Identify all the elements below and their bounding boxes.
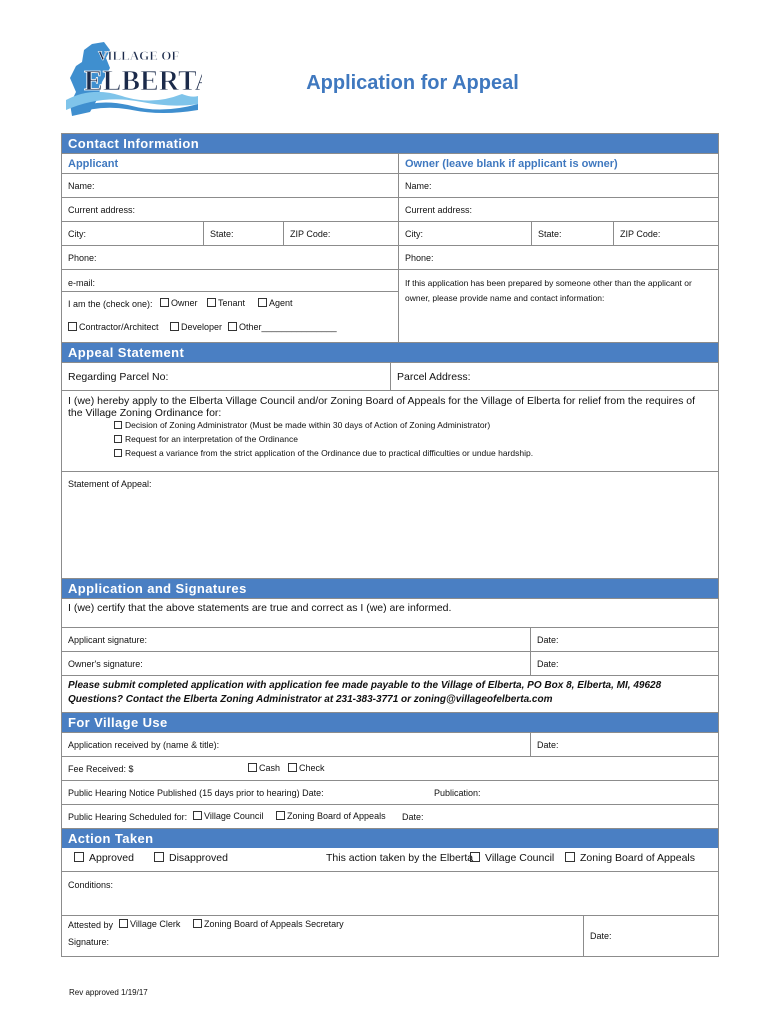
attested-by-label: Attested by (68, 920, 114, 930)
section-village-use-heading: For Village Use (62, 712, 718, 732)
fee-cash-option[interactable]: Cash (248, 763, 280, 773)
role-tenant-option[interactable]: Tenant (207, 298, 245, 308)
clerk-checkbox[interactable] (119, 919, 128, 928)
applicant-phone-field[interactable]: Phone: (68, 252, 97, 263)
owner-signature-field[interactable]: Owner's signature: (68, 658, 143, 669)
questions-contact: Questions? Contact the Elberta Zoning Administrator at 231-383-3771 or zoning@villageofelberta.com (68, 694, 553, 705)
action-taken-by-label: This action taken by the Elberta (326, 852, 474, 864)
owner-city-field[interactable]: City: (398, 222, 531, 245)
attested-clerk-option[interactable]: Village Clerk (119, 919, 180, 929)
disapproved-option[interactable]: Disapproved (154, 852, 228, 864)
approved-option[interactable]: Approved (74, 852, 134, 864)
statement-of-appeal-field[interactable]: Statement of Appeal: (68, 479, 152, 489)
tenant-checkbox[interactable] (207, 298, 216, 307)
logo-top-text: VILLAGE OF (98, 48, 180, 63)
received-by-field[interactable]: Application received by (name & title): (68, 739, 220, 750)
hearing-zba-checkbox[interactable] (276, 811, 285, 820)
hearing-scheduled-label: Public Hearing Scheduled for: (68, 812, 188, 822)
applicant-signature-date-field[interactable]: Date: (530, 628, 718, 651)
check-checkbox[interactable] (288, 763, 297, 772)
owner-signature-date-field[interactable]: Date: (530, 652, 718, 675)
section-contact-heading: Contact Information (62, 133, 718, 153)
parcel-number-field[interactable]: Regarding Parcel No: (68, 370, 169, 383)
role-contractor-option[interactable]: Contractor/Architect (68, 322, 159, 332)
owner-phone-field[interactable]: Phone: (398, 246, 718, 269)
attested-signature-field[interactable]: Signature: (68, 937, 110, 947)
appeal-intro-text: I (we) hereby apply to the Elberta Village Council and/or Zoning Board of Appeals for the Village of Elberta for relief from the requires of the Village Zoning Ordinance for: (68, 395, 696, 419)
zba-secretary-checkbox[interactable] (193, 919, 202, 928)
cash-checkbox[interactable] (248, 763, 257, 772)
role-developer-option[interactable]: Developer (170, 322, 222, 332)
owner-address-field[interactable]: Current address: (398, 198, 718, 221)
action-village-council-checkbox[interactable] (470, 852, 480, 862)
contractor-checkbox[interactable] (68, 322, 77, 331)
prepared-by-note[interactable]: If this application has been prepared by someone other than the applicant or owner, please provide name and contact information: (398, 270, 718, 342)
owner-name-field[interactable]: Name: (398, 174, 718, 197)
developer-checkbox[interactable] (170, 322, 179, 331)
approved-checkbox[interactable] (74, 852, 84, 862)
fee-check-option[interactable]: Check (288, 763, 325, 773)
zoning-decision-checkbox[interactable] (114, 421, 122, 429)
hearing-village-council-option[interactable]: Village Council (193, 811, 263, 821)
logo-main-text: ELBERTA (84, 66, 202, 97)
owner-state-field[interactable]: State: (531, 222, 613, 245)
applicant-zip-field[interactable]: ZIP Code: (283, 222, 398, 245)
applicant-city-field[interactable]: City: (68, 228, 86, 239)
owner-zip-field[interactable]: ZIP Code: (613, 222, 718, 245)
attested-zba-secretary-option[interactable]: Zoning Board of Appeals Secretary (193, 919, 344, 929)
hearing-date-field[interactable]: Date: (402, 812, 424, 822)
appeal-form (61, 133, 719, 957)
revision-note: Rev approved 1/19/17 (69, 988, 148, 997)
agent-checkbox[interactable] (258, 298, 267, 307)
hearing-zba-option[interactable]: Zoning Board of Appeals (276, 811, 386, 821)
applicant-name-field[interactable]: Name: (68, 180, 95, 191)
attested-date-field[interactable]: Date: (583, 916, 718, 956)
certify-text: I (we) certify that the above statements are true and correct as I (we) are informed. (68, 602, 452, 614)
option-variance[interactable]: Request a variance from the strict application of the Ordinance due to practical difficulties or undue hardship. (114, 448, 533, 458)
option-interpretation[interactable]: Request for an interpretation of the Ordinance (114, 434, 298, 444)
option-zoning-decision[interactable]: Decision of Zoning Administrator (Must be made within 30 days of Action of Zoning Administrator) (114, 420, 490, 430)
disapproved-checkbox[interactable] (154, 852, 164, 862)
role-agent-option[interactable]: Agent (258, 298, 293, 308)
submit-instructions: Please submit completed application with application fee made payable to the Village of Elberta, PO Box 8, Elberta, MI, 49628 (68, 680, 662, 691)
action-village-council-option[interactable]: Village Council (470, 852, 554, 864)
interpretation-checkbox[interactable] (114, 435, 122, 443)
role-owner-option[interactable]: Owner (160, 298, 198, 308)
section-action-heading: Action Taken (62, 828, 718, 848)
owner-checkbox[interactable] (160, 298, 169, 307)
conditions-field[interactable]: Conditions: (68, 880, 114, 890)
role-other-option[interactable]: Other_______________ (228, 322, 337, 332)
notice-published-field[interactable]: Public Hearing Notice Published (15 days prior to hearing) Date: (68, 788, 324, 798)
applicant-signature-field[interactable]: Applicant signature: (68, 634, 148, 645)
page-title: Application for Appeal (306, 72, 519, 94)
received-date-field[interactable]: Date: (530, 733, 718, 756)
variance-checkbox[interactable] (114, 449, 122, 457)
applicant-email-field[interactable]: e-mail: (68, 278, 96, 288)
fee-received-field[interactable]: Fee Received: $ (68, 764, 134, 774)
action-zba-option[interactable]: Zoning Board of Appeals (565, 852, 695, 864)
section-signatures-heading: Application and Signatures (62, 578, 718, 598)
applicant-subheading: Applicant (68, 157, 119, 170)
owner-subheading: Owner (leave blank if applicant is owner) (398, 154, 718, 173)
action-zba-checkbox[interactable] (565, 852, 575, 862)
section-appeal-heading: Appeal Statement (62, 342, 718, 362)
applicant-address-field[interactable]: Current address: (68, 204, 136, 215)
parcel-address-field[interactable]: Parcel Address: (390, 363, 718, 390)
hearing-village-council-checkbox[interactable] (193, 811, 202, 820)
applicant-state-field[interactable]: State: (203, 222, 283, 245)
publication-field[interactable]: Publication: (434, 788, 481, 798)
other-checkbox[interactable] (228, 322, 237, 331)
i-am-label: I am the (check one): (68, 299, 153, 309)
